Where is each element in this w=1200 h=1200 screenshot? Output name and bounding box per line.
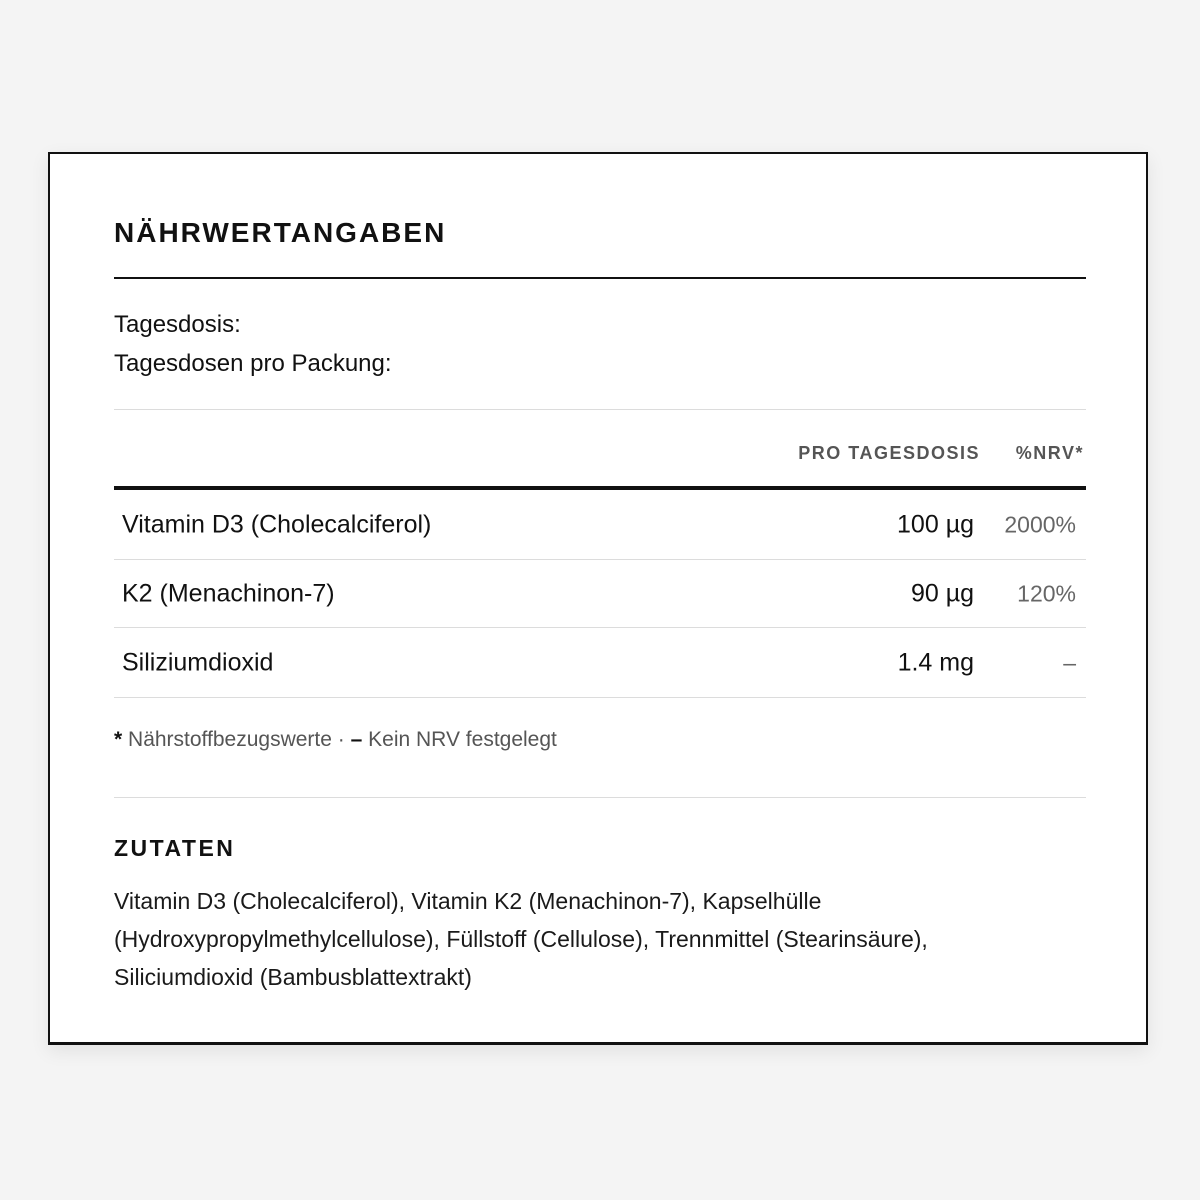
nutrient-amount: 90 µg	[910, 579, 974, 607]
column-header-dose: PRO TAGESDOSIS	[798, 443, 980, 463]
column-header-nrv: %NRV*	[1015, 443, 1084, 463]
table-footnote	[114, 727, 557, 753]
nutrition-card	[48, 152, 1148, 1045]
nutrient-nrv: –	[1063, 649, 1076, 675]
footnote-star: *	[114, 728, 123, 751]
footnote-separator: ·	[337, 728, 345, 751]
footnote-dash: –	[350, 728, 363, 751]
ingredients-title: ZUTATEN	[114, 835, 236, 861]
nutrient-nrv: 2000%	[1004, 511, 1076, 537]
nutrient-name: Siliziumdioxid	[122, 648, 274, 676]
doses-per-pack-label: Tagesdosen pro Packung:	[114, 350, 392, 377]
nutrient-name: Vitamin D3 (Cholecalciferol)	[122, 510, 432, 538]
daily-dose-label: Tagesdosis:	[114, 311, 241, 338]
table-row	[114, 490, 1086, 560]
section-divider	[114, 797, 1086, 798]
table-row	[114, 628, 1086, 698]
footnote-star-text: Nährstoffbezugswerte	[128, 728, 332, 751]
title-divider	[114, 277, 1086, 279]
ingredients-text: Vitamin D3 (Cholecalciferol), Vitamin K2 (Menachinon-7), Kapselhülle (Hydroxypropylmethylcellulose), Füllstoff (Cellulose), Trennmittel (Stearinsäure), Siliciumdioxid (Bambusblattextrakt)	[114, 888, 928, 990]
nutrient-amount: 100 µg	[897, 510, 974, 538]
nutrient-name: K2 (Menachinon-7)	[122, 579, 335, 607]
nutrition-title: NÄHRWERTANGABEN	[114, 217, 447, 248]
section-divider	[114, 409, 1086, 410]
nutrient-nrv: 120%	[1017, 580, 1076, 606]
table-row	[114, 560, 1086, 628]
nutrient-amount: 1.4 mg	[897, 648, 974, 676]
footnote-dash-text: Kein NRV festgelegt	[368, 728, 557, 751]
